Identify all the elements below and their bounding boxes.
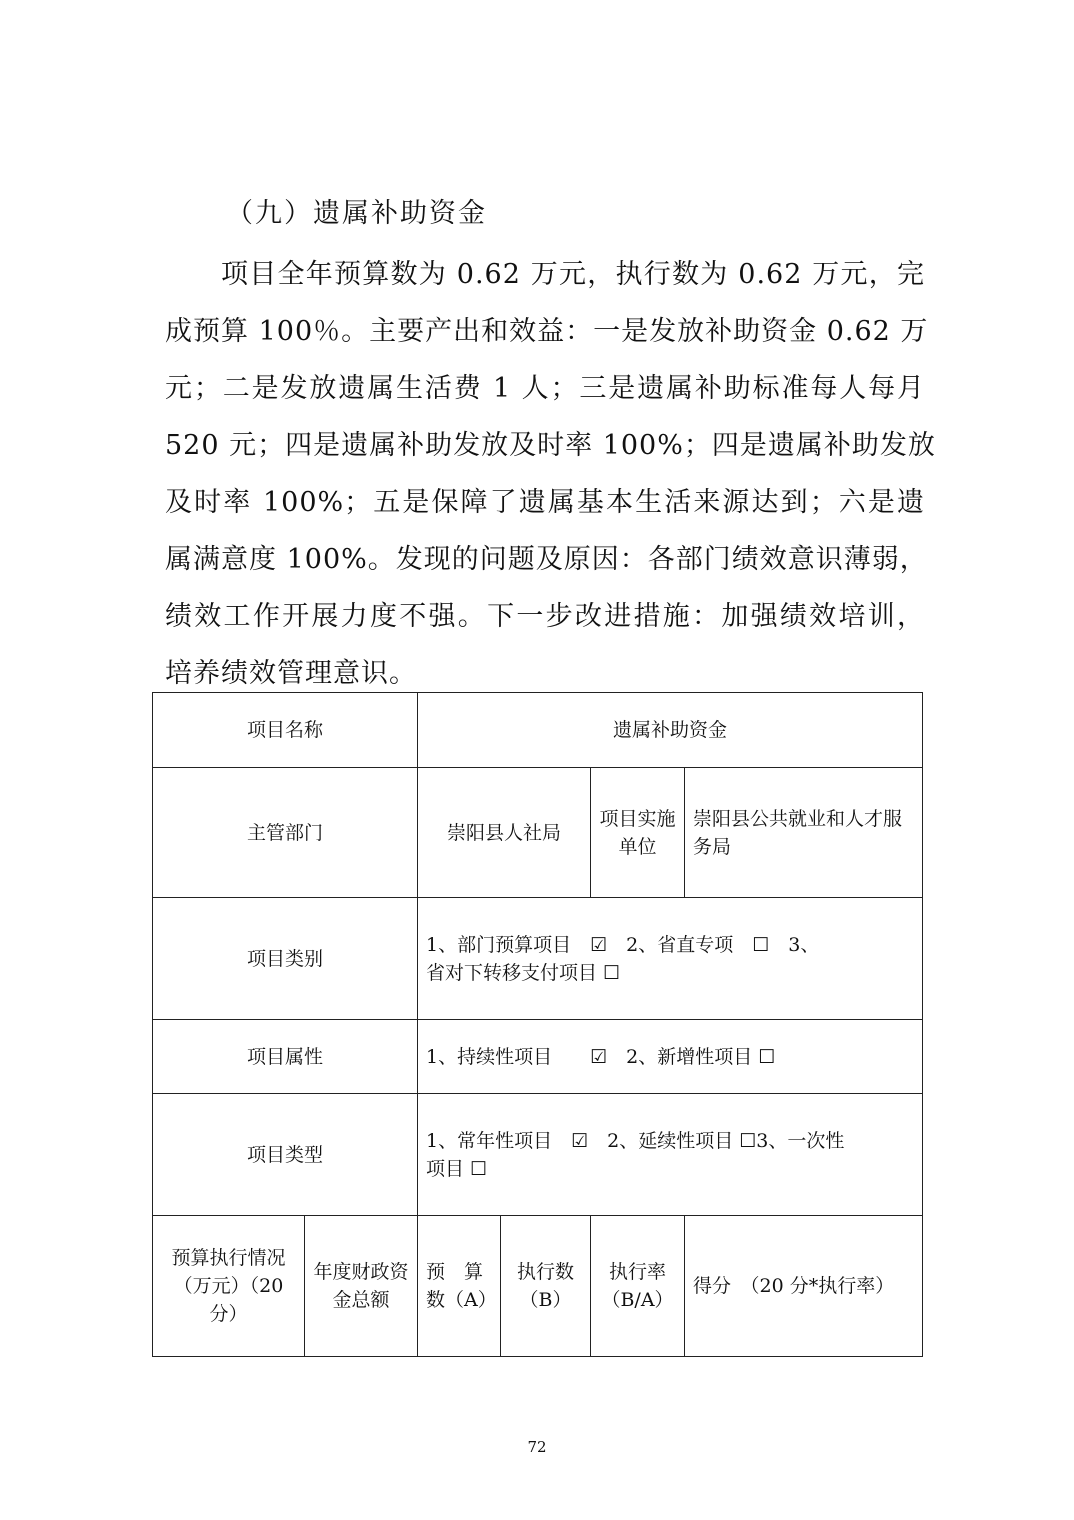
table-row <box>153 1094 923 1216</box>
dept-value: 崇阳县人社局 <box>418 768 591 898</box>
budget-exec-label: 预算执行情况（万元）（20分） <box>153 1216 305 1357</box>
paragraph-line: 元；二是发放遗属生活费 1 人；三是遗属补助标准每人每月 <box>165 373 925 404</box>
attribute-label: 项目属性 <box>153 1020 418 1094</box>
dept-label: 主管部门 <box>153 768 418 898</box>
table-row <box>153 1020 923 1094</box>
paragraph-line: 项目全年预算数为 0.62 万元，执行数为 0.62 万元，完 <box>221 259 925 290</box>
impl-unit-label: 项目实施单位 <box>591 768 685 898</box>
type-label: 项目类型 <box>153 1094 418 1216</box>
page-number: 72 <box>527 1438 547 1456</box>
project-name-value: 遗属补助资金 <box>418 693 923 768</box>
paragraph-line: 520 元；四是遗属补助发放及时率 100%；四是遗属补助发放 <box>165 430 936 461</box>
table-row <box>153 898 923 1020</box>
type-line: 项目 ☐ <box>426 1157 488 1180</box>
annual-total-label: 年度财政资金总额 <box>305 1216 418 1357</box>
impl-unit-value: 崇阳县公共就业和人才服务局 <box>685 768 923 898</box>
attribute-value: 1、持续性项目 ☑ 2、新增性项目 ☐ <box>418 1020 923 1094</box>
paragraph-line: 属满意度 100%。发现的问题及原因：各部门绩效意识薄弱， <box>165 544 928 575</box>
body-paragraph <box>165 246 936 702</box>
type-line: 1、常年性项目 ☑ 2、延续性项目 ☐3、一次性 <box>426 1129 845 1152</box>
table-row <box>153 693 923 768</box>
paragraph-line: 培养绩效管理意识。 <box>165 658 417 689</box>
score-label: 得分 （20 分*执行率） <box>685 1216 923 1357</box>
category-label: 项目类别 <box>153 898 418 1020</box>
exec-rate-label: 执行率（B/A） <box>591 1216 685 1357</box>
type-value <box>418 1094 923 1216</box>
category-line: 省对下转移支付项目 ☐ <box>426 961 621 984</box>
project-name-label: 项目名称 <box>153 693 418 768</box>
exec-b-label: 执行数（B） <box>501 1216 591 1357</box>
paragraph-line: 绩效工作开展力度不强。下一步改进措施：加强绩效培训， <box>165 601 925 632</box>
budget-a-label: 预 算数（A） <box>418 1216 501 1357</box>
table-row <box>153 1216 923 1357</box>
paragraph-line: 及时率 100%；五是保障了遗属基本生活来源达到；六是遗 <box>165 487 925 518</box>
table-row <box>153 768 923 898</box>
paragraph-line: 成预算 100％。主要产出和效益：一是发放补助资金 0.62 万 <box>165 316 929 347</box>
category-line: 1、部门预算项目 ☑ 2、省直专项 ☐ 3、 <box>426 933 820 956</box>
section-heading: （九）遗属补助资金 <box>226 198 487 229</box>
category-value <box>418 898 923 1020</box>
project-info-table <box>152 692 923 1357</box>
